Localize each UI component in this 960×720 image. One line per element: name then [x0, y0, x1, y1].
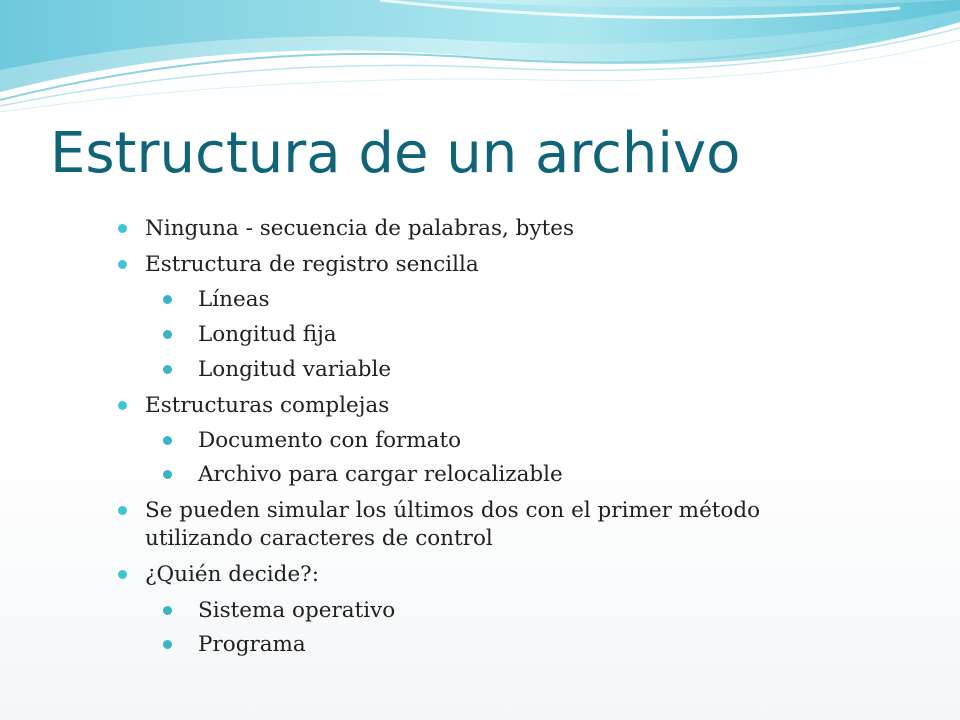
list-item: Estructuras complejas — [145, 392, 389, 419]
bullet-icon — [118, 506, 127, 515]
bullet-icon — [118, 224, 127, 233]
bullet-icon — [118, 260, 127, 269]
bullet-icon — [163, 640, 172, 649]
list-item: Ninguna - secuencia de palabras, bytes — [145, 215, 574, 242]
list-item: Líneas — [198, 286, 270, 313]
list-item: Longitud variable — [198, 356, 391, 383]
list-item: Documento con formato — [198, 427, 461, 454]
list-item: Estructura de registro sencilla — [145, 251, 479, 278]
bullet-list — [0, 210, 960, 680]
list-item-continuation: utilizando caracteres de control — [145, 526, 493, 551]
bullet-icon — [163, 365, 172, 374]
bullet-icon — [118, 401, 127, 410]
bullet-icon — [118, 570, 127, 579]
list-item: ¿Quién decide?: — [145, 561, 319, 588]
bullet-icon — [163, 330, 172, 339]
bullet-icon — [163, 606, 172, 615]
list-item: Longitud fija — [198, 321, 337, 348]
slide-title: Estructura de un archivo — [50, 121, 741, 186]
bullet-icon — [163, 295, 172, 304]
header-wave-decoration — [0, 0, 960, 120]
bullet-icon — [163, 436, 172, 445]
list-item: Se pueden simular los últimos dos con el primer método — [145, 497, 760, 524]
list-item: Sistema operativo — [198, 597, 395, 624]
bullet-icon — [163, 470, 172, 479]
list-item: Programa — [198, 631, 306, 658]
list-item: Archivo para cargar relocalizable — [198, 461, 563, 488]
